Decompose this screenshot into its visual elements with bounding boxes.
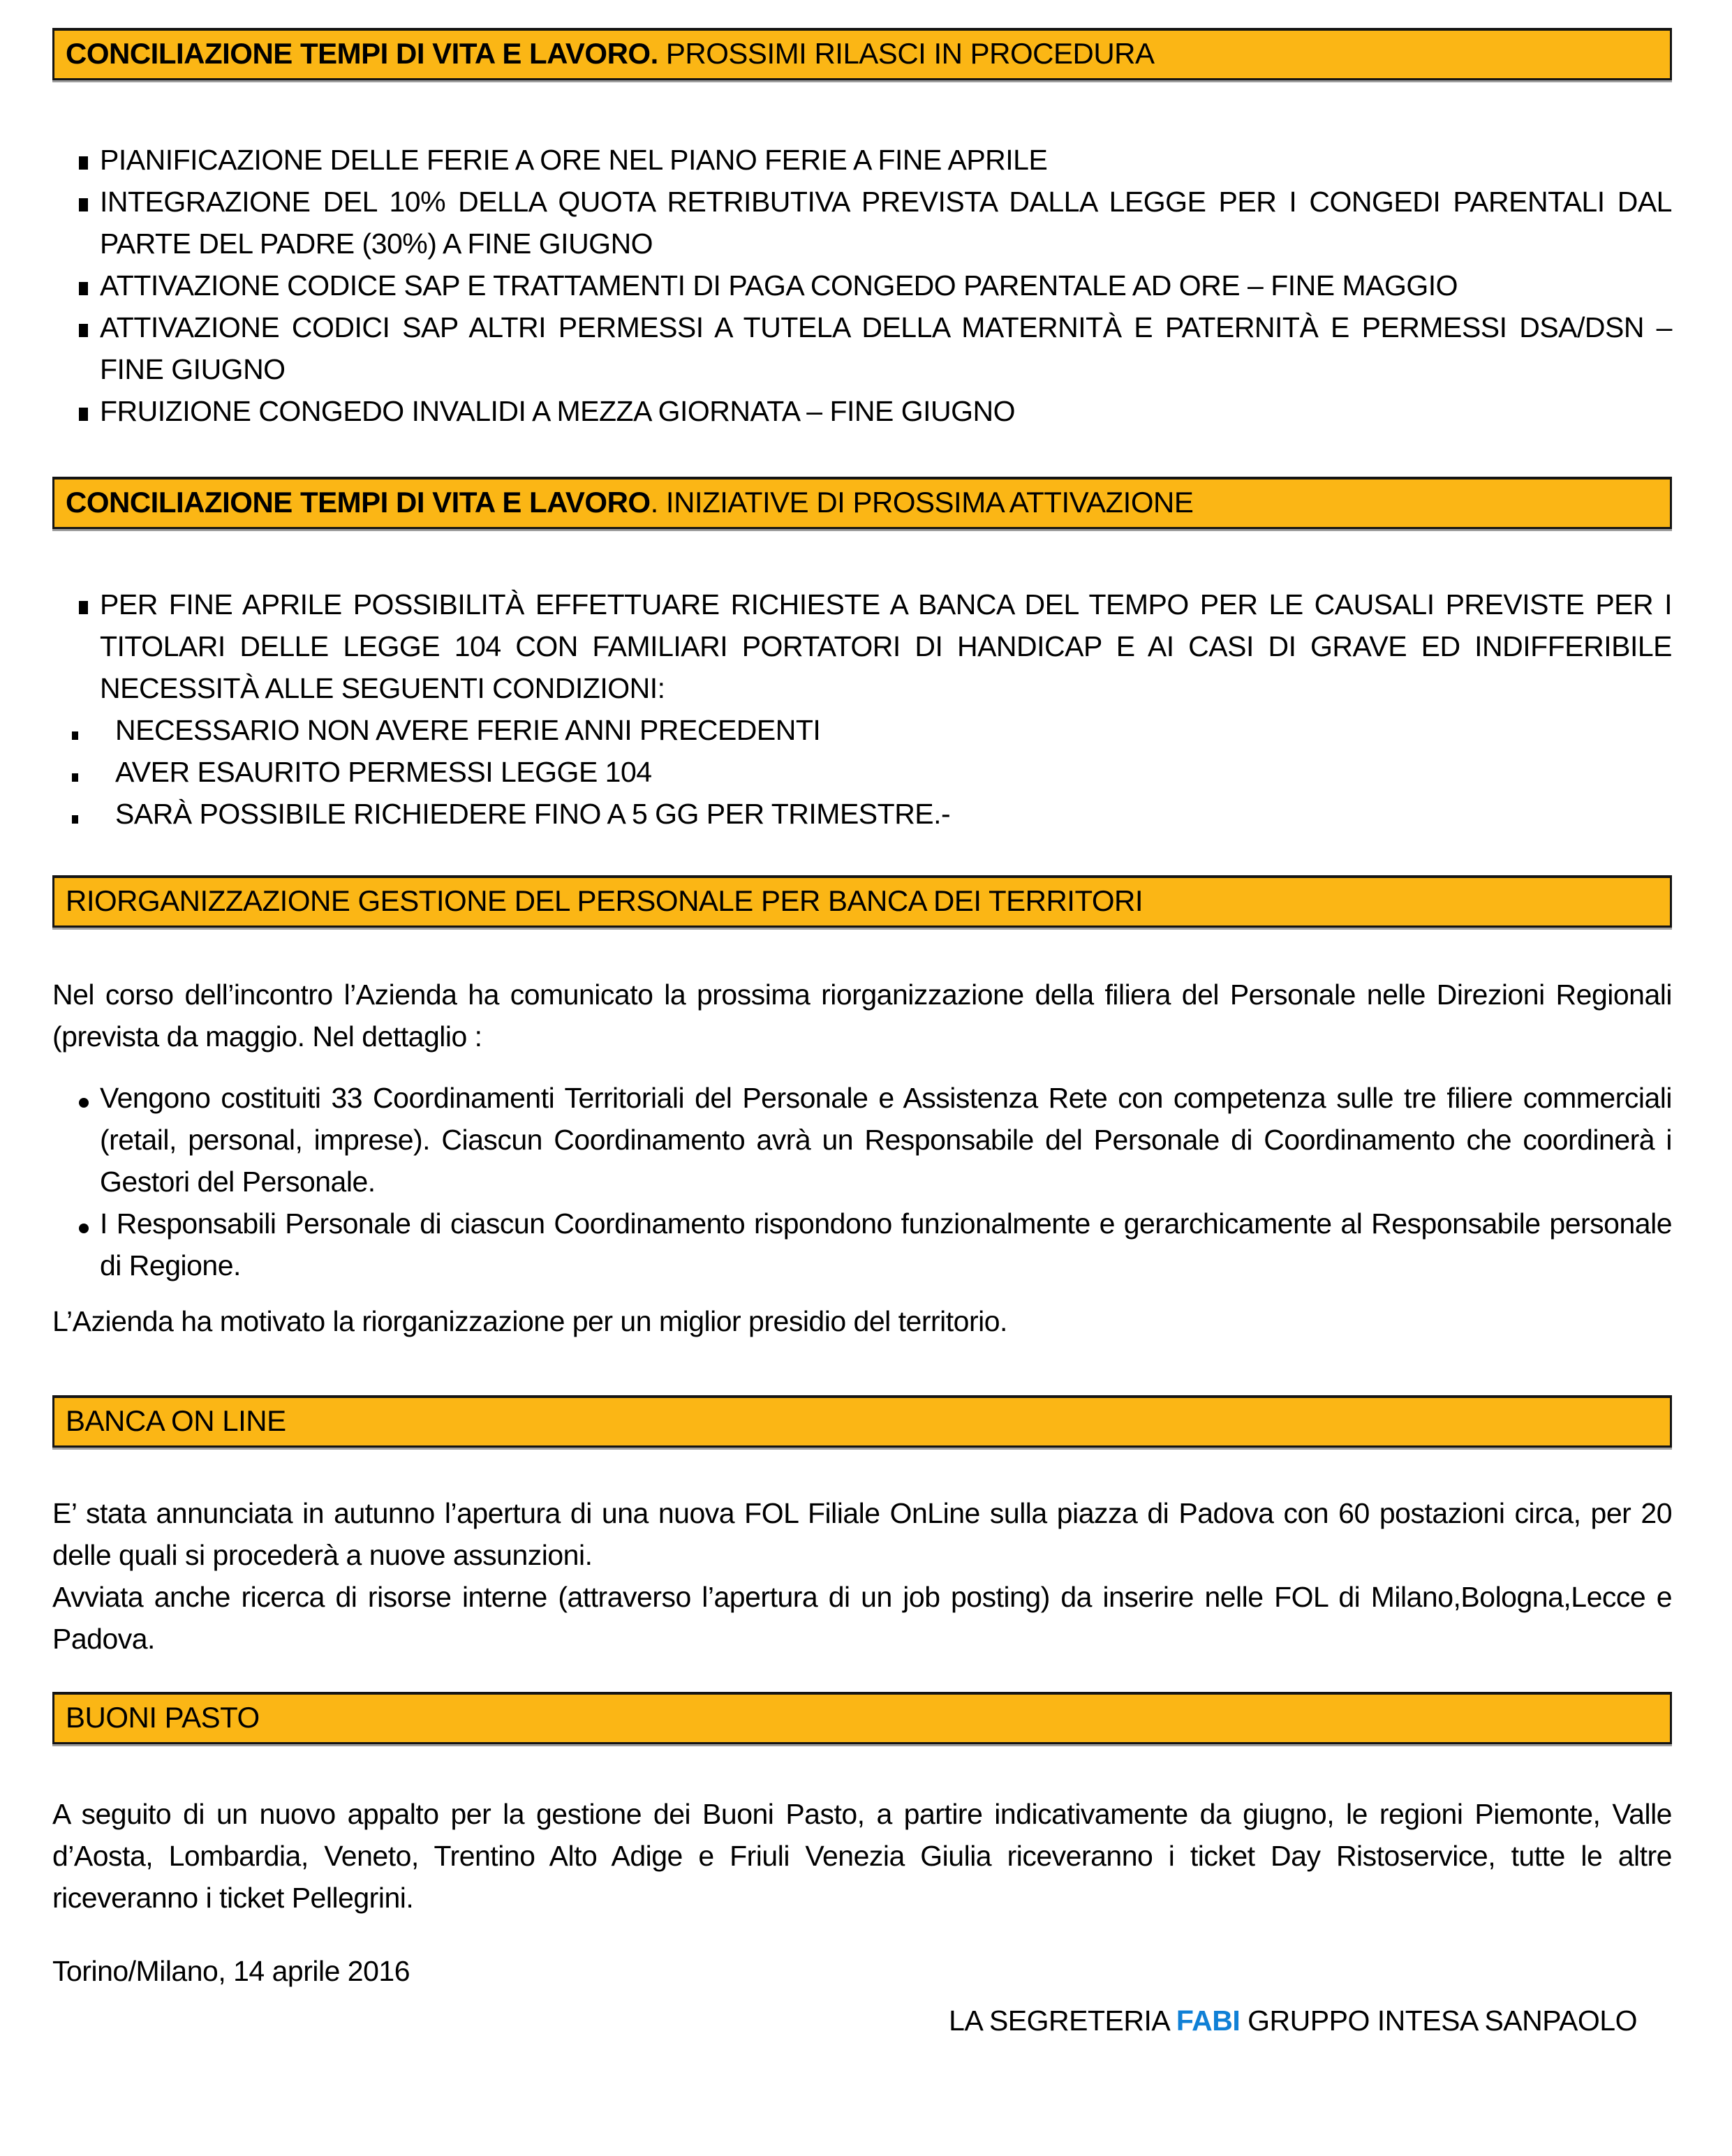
list-item-text: PER FINE APRILE POSSIBILITÀ EFFETTUARE RICHIESTE A BANCA DEL TEMPO PER LE CAUSALI PREVISTE PER I TITOLARI DELLE LEGGE 104 CON FAMILIARI PORTATORI DI HANDICAP E AI CASI DI GRAVE ED INDIFFERIBILE NECESSITÀ ALLE SEGUENTI CONDIZIONI: bbox=[100, 588, 1672, 704]
list-item bbox=[52, 1077, 1672, 1203]
list-item bbox=[52, 139, 1672, 181]
list-item-text: AVER ESAURITO PERMESSI LEGGE 104 bbox=[115, 756, 652, 788]
section-header-buoni-pasto bbox=[52, 1692, 1672, 1744]
signature-post-text: GRUPPO INTESA SANPAOLO bbox=[1240, 2005, 1637, 2037]
list-item-text: SARÀ POSSIBILE RICHIEDERE FINO A 5 GG PER TRIMESTRE.- bbox=[115, 798, 951, 830]
section-header-text: BANCA ON LINE bbox=[66, 1404, 286, 1437]
list-item-text: FRUIZIONE CONGEDO INVALIDI A MEZZA GIORNATA – FINE GIUGNO bbox=[100, 395, 1016, 427]
list-item bbox=[52, 709, 1672, 751]
iniziative-bullet-list bbox=[52, 583, 1672, 835]
list-item-text: I Responsabili Personale di ciascun Coordinamento rispondono funzionalmente e gerarchicamente al Responsabile personale di Regione. bbox=[100, 1207, 1672, 1281]
list-item-text: Vengono costituiti 33 Coordinamenti Territoriali del Personale e Assistenza Rete con competenza sulle tre filiere commerciali (retail, personal, imprese). Ciascun Coordinamento avrà un Responsabile del Personale di Coordinamento che coordinerà i Gestori del Personale. bbox=[100, 1082, 1672, 1198]
section-header-riorganizzazione bbox=[52, 875, 1672, 928]
square-bullet-icon bbox=[79, 156, 88, 170]
date-line: Torino/Milano, 14 aprile 2016 bbox=[52, 1955, 410, 1987]
signature-pre-text: LA SEGRETERIA bbox=[949, 2005, 1176, 2037]
square-bullet-icon bbox=[79, 408, 88, 421]
dot-bullet-icon bbox=[72, 773, 78, 782]
square-bullet-icon bbox=[79, 601, 88, 614]
dot-bullet-icon bbox=[72, 815, 78, 824]
banca-on-line-paragraph-2: Avviata anche ricerca di risorse interne (attraverso l’apertura di un job posting) da inserire nelle FOL di Milano,Bologna,Lecce e Padova. bbox=[52, 1581, 1672, 1655]
square-bullet-icon bbox=[79, 324, 88, 337]
riorganizzazione-outro: L’Azienda ha motivato la riorganizzazione per un miglior presidio del territorio. bbox=[52, 1305, 1007, 1337]
list-item bbox=[52, 583, 1672, 709]
list-item bbox=[52, 265, 1672, 306]
list-item bbox=[52, 1203, 1672, 1286]
round-bullet-icon bbox=[79, 1098, 89, 1108]
buoni-pasto-paragraph: A seguito di un nuovo appalto per la gestione dei Buoni Pasto, a partire indicativamente da giugno, le regioni Piemonte, Valle d’Aosta, Lombardia, Veneto, Trentino Alto Adige e Friuli Venezia Giulia riceveranno i ticket Day Ristoservice, tutte le altre riceveranno i ticket Pellegrini. bbox=[52, 1798, 1672, 1914]
list-item bbox=[52, 181, 1672, 265]
riorganizzazione-bullet-list bbox=[52, 1077, 1672, 1286]
section-header-bold-text: CONCILIAZIONE TEMPI DI VITA E LAVORO. bbox=[66, 37, 658, 70]
signature-line bbox=[52, 2005, 1672, 2037]
list-item bbox=[52, 390, 1672, 432]
section-header-text: BUONI PASTO bbox=[66, 1701, 260, 1734]
section-header-rest-text: . INIZIATIVE DI PROSSIMA ATTIVAZIONE bbox=[650, 486, 1194, 519]
list-item-text: INTEGRAZIONE DEL 10% DELLA QUOTA RETRIBUTIVA PREVISTA DALLA LEGGE PER I CONGEDI PARENTALI DAL PARTE DEL PADRE (30%) A FINE GIUGNO bbox=[100, 186, 1672, 260]
section-header-text: RIORGANIZZAZIONE GESTIONE DEL PERSONALE PER BANCA DEI TERRITORI bbox=[66, 884, 1143, 917]
list-item-text: NECESSARIO NON AVERE FERIE ANNI PRECEDENTI bbox=[115, 714, 821, 746]
banca-on-line-paragraph-1: E’ stata annunciata in autunno l’apertura di una nuova FOL Filiale OnLine sulla piazza di Padova con 60 postazioni circa, per 20 delle quali si procederà a nuove assunzioni. bbox=[52, 1497, 1672, 1571]
section-header-banca-on-line bbox=[52, 1395, 1672, 1448]
dot-bullet-icon bbox=[72, 731, 78, 740]
section-header-prossimi-rilasci bbox=[52, 28, 1672, 80]
list-item-text: ATTIVAZIONE CODICE SAP E TRATTAMENTI DI PAGA CONGEDO PARENTALE AD ORE – FINE MAGGIO bbox=[100, 269, 1458, 302]
list-item bbox=[52, 306, 1672, 390]
section-header-rest-text: PROSSIMI RILASCI IN PROCEDURA bbox=[658, 37, 1155, 70]
riorganizzazione-intro: Nel corso dell’incontro l’Azienda ha comunicato la prossima riorganizzazione della filiera del Personale nelle Direzioni Regionali (prevista da maggio. Nel dettaglio : bbox=[52, 979, 1672, 1053]
section-header-iniziative bbox=[52, 477, 1672, 529]
square-bullet-icon bbox=[79, 198, 88, 211]
section-header-bold-text: CONCILIAZIONE TEMPI DI VITA E LAVORO bbox=[66, 486, 651, 519]
list-item bbox=[52, 751, 1672, 793]
round-bullet-icon bbox=[79, 1224, 89, 1233]
signature-fabi-text: FABI bbox=[1176, 2005, 1241, 2037]
square-bullet-icon bbox=[79, 282, 88, 295]
list-item-text: PIANIFICAZIONE DELLE FERIE A ORE NEL PIANO FERIE A FINE APRILE bbox=[100, 144, 1048, 176]
rilasci-bullet-list bbox=[52, 139, 1672, 432]
list-item bbox=[52, 793, 1672, 835]
list-item-text: ATTIVAZIONE CODICI SAP ALTRI PERMESSI A TUTELA DELLA MATERNITÀ E PATERNITÀ E PERMESSI DSA/DSN – FINE GIUGNO bbox=[100, 311, 1672, 385]
